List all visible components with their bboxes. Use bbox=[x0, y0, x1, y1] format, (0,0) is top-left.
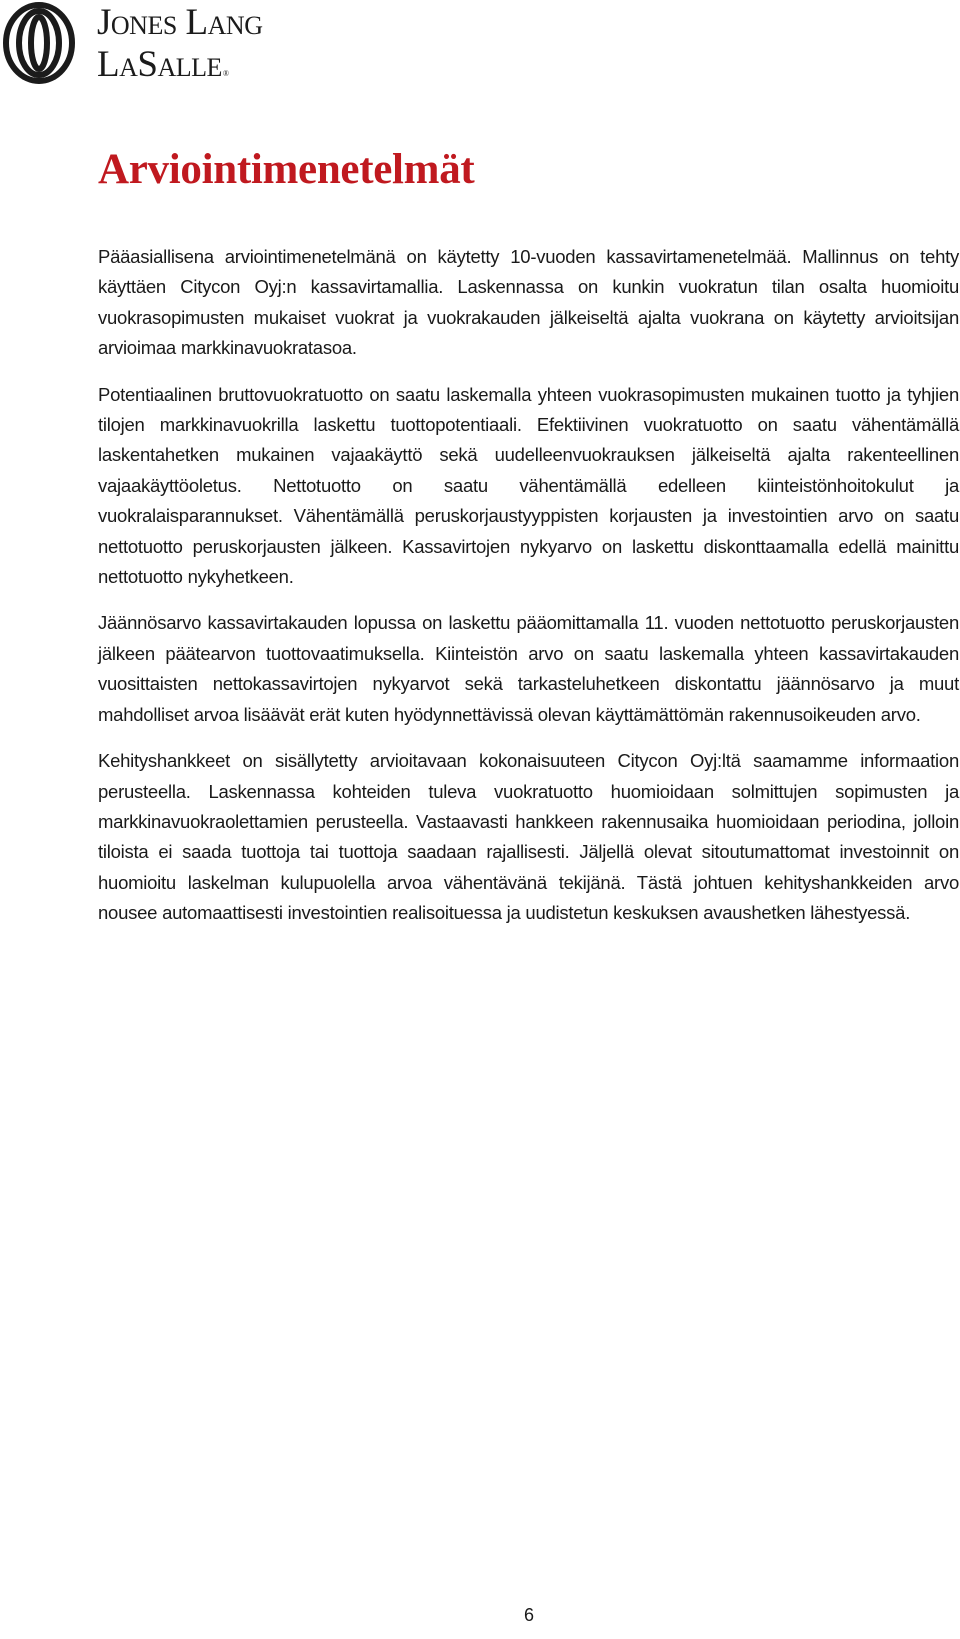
document-body bbox=[98, 242, 959, 945]
logo-line-jones-lang: Jones Lang bbox=[97, 2, 263, 43]
paragraph-development-projects: Kehityshankkeet on sisällytetty arvioitavaan kokonaisuuteen Citycon Oyj:ltä saamamme informaation perusteella. Laskennassa kohteiden tuleva vuokratuotto huomioidaan solmittujen sopimusten ja markkinavuokraolettamien perusteella. Vastaavasti hankkeen rakennusaika huomioidaan periodina, jolloin tiloista ei saada tuottoja tai tuottoja saadaan rajallisesti. Jäljellä olevat sitoutumattomat investoinnit on huomioitu laskelman kulupuolella arvoa vähentävänä tekijänä. Tästä johtuen kehityshankkeiden arvo nousee automaattisesti investointien realisoituessa ja uudistetun keskuksen avaushetken lähestyessä. bbox=[98, 750, 959, 924]
logo-lasalle-text: LaSalle bbox=[97, 44, 222, 85]
paragraph-method: Pääasiallisena arviointimenetelmänä on käytetty 10-vuoden kassavirtamenetelmää. Mallinnus on tehty käyttäen Citycon Oyj:n kassavirtamallia. Laskennassa on kunkin vuokratun tilan osalta huomioitu vuokrasopimusten mukaiset vuokrat ja vuokrakauden jälkeiseltä ajalta vuokrana on käytetty arvioitsijan arvioimaa markkinavuokratasoa. bbox=[98, 246, 959, 359]
paragraph-residual-value: Jäännösarvo kassavirtakauden lopussa on laskettu pääomittamalla 11. vuoden nettotuotto peruskorjausten jälkeen päätearvon tuottovaatimuksella. Kiinteistön arvo on saatu laskemalla yhteen kassavirtakauden vuosittaisten nettokassavirtojen nykyarvot sekä tarkasteluhetkeen diskontattu jäännösarvo ja muut mahdolliset arvoa lisäävät erät kuten hyödynnettävissä olevan käyttämättömän rakennusoikeuden arvo. bbox=[98, 612, 959, 725]
page-number: 6 bbox=[523, 1605, 534, 1625]
logo-wordmark bbox=[97, 4, 262, 86]
logo-line-lasalle bbox=[97, 46, 262, 86]
page-title: Arviointimenetelmät bbox=[98, 146, 475, 193]
logo-trademark: ® bbox=[222, 69, 229, 78]
company-logo bbox=[0, 0, 270, 90]
jll-logo-mark-icon bbox=[2, 2, 76, 84]
paragraph-yield: Potentiaalinen bruttovuokratuotto on saatu laskemalla yhteen vuokrasopimusten mukainen tuotto ja tyhjien tilojen markkinavuokrilla laskettu tuottopotentiaali. Efektiivinen vuokratuotto on saatu vähentämällä laskentahetken mukainen vajaakäyttö sekä uudelleenvuokrauksen jälkeiseltä ajalta rakenteellinen vajaakäyttöoletus. Nettotuotto on saatu vähentämällä edelleen kiinteistönhoitokulut ja vuokralaisparannukset. Vähentämällä peruskorjaustyyppisten korjausten ja investointien arvo on saatu nettotuotto peruskorjausten jälkeen. Kassavirtojen nykyarvo on laskettu diskonttaamalla edellä mainittu nettotuotto nykyhetkeen. bbox=[98, 383, 959, 588]
